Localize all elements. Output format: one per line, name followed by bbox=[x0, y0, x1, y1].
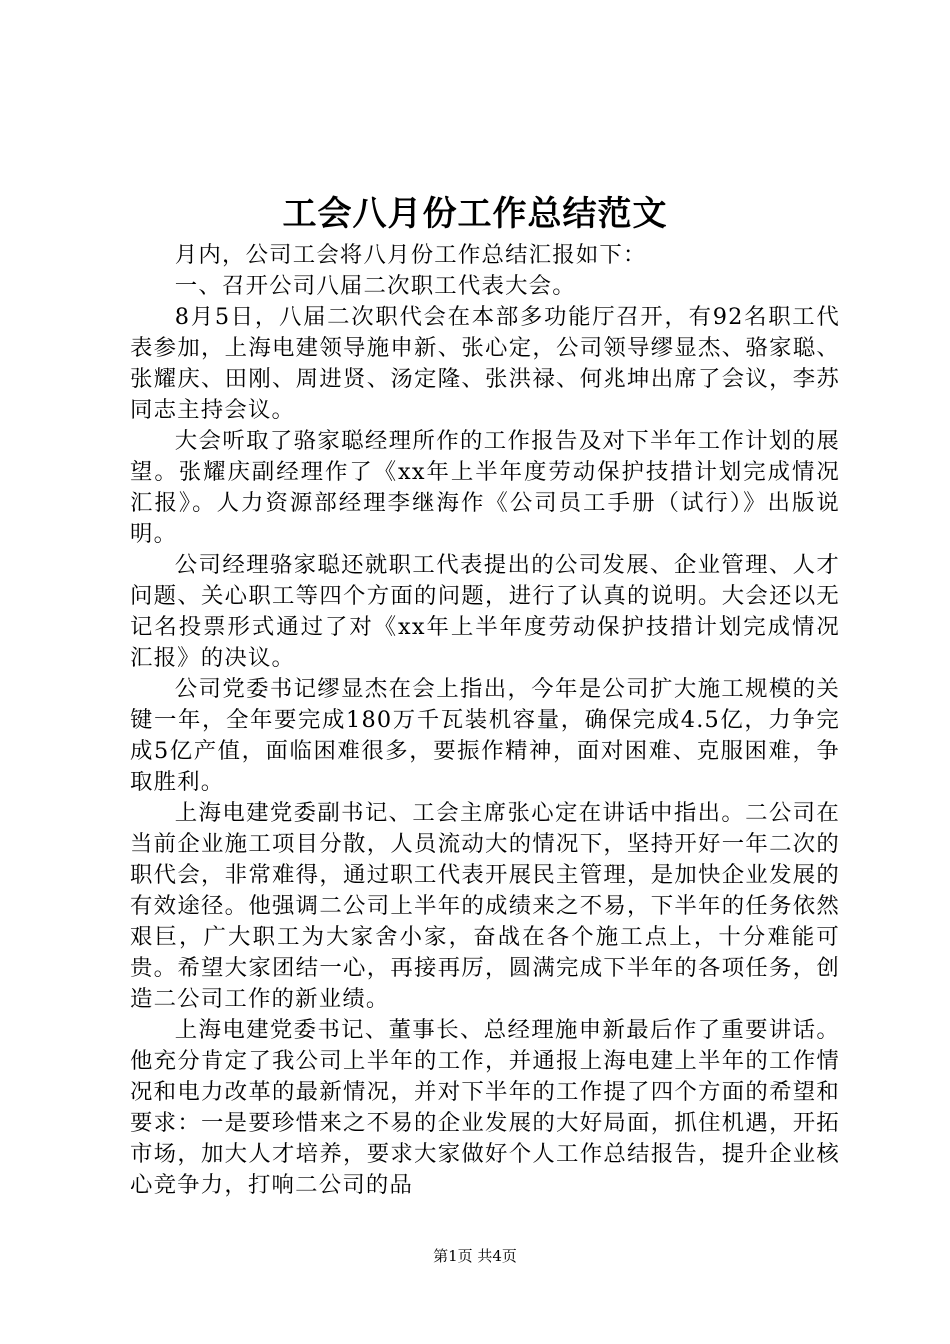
paragraph: 上海电建党委书记、董事长、总经理施申新最后作了重要讲话。他充分肯定了我公司上半年的工作，并通报上海电建上半年的工作情况和电力改革的最新情况，并对下半年的工作提了四个方面的希望和要求：一是要珍惜来之不易的企业发展的大好局面，抓住机遇，开拓市场，加大人才培养，要求大家做好个人工作总结报告，提升企业核心竞争力，打响二公司的品 bbox=[130, 1017, 840, 1198]
paragraph: 上海电建党委副书记、工会主席张心定在讲话中指出。二公司在当前企业施工项目分散，人员流动大的情况下，坚持开好一年二次的职代会，非常难得，通过职工代表开展民主管理，是加快企业发展的有效途径。他强调二公司上半年的成绩来之不易，下半年的任务依然艰巨，广大职工为大家舍小家，奋战在各个施工点上，十分难能可贵。希望大家团结一心，再接再厉，圆满完成下半年的各项任务，创造二公司工作的新业绩。 bbox=[130, 800, 840, 1012]
paragraph: 8月5日，八届二次职代会在本部多功能厅召开，有92名职工代表参加，上海电建领导施申新、张心定，公司领导缪显杰、骆家聪、张耀庆、田刚、周进贤、汤定隆、张洪禄、何兆坤出席了会议，李苏同志主持会议。 bbox=[130, 304, 840, 423]
paragraph: 公司党委书记缪显杰在会上指出，今年是公司扩大施工规模的关键一年，全年要完成180万千瓦装机容量，确保完成4.5亿，力争完成5亿产值，面临困难很多，要振作精神，面对困难、克服困难，争取胜利。 bbox=[130, 676, 840, 795]
page-footer: 第1页 共4页 bbox=[433, 1247, 517, 1265]
document-body bbox=[130, 240, 840, 1201]
paragraph-intro: 月内，公司工会将八月份工作总结汇报如下： bbox=[174, 242, 647, 268]
paragraph: 大会听取了骆家聪经理所作的工作报告及对下半年工作计划的展望。张耀庆副经理作了《xx年上半年度劳动保护技措计划完成情况汇报》。人力资源部经理李继海作《公司员工手册（试行）》出版说明。 bbox=[130, 428, 840, 547]
section-heading-1: 一、召开公司八届二次职工代表大会。 bbox=[174, 273, 576, 299]
paragraph: 公司经理骆家聪还就职工代表提出的公司发展、企业管理、人才问题、关心职工等四个方面的问题，进行了认真的说明。大会还以无记名投票形式通过了对《xx年上半年度劳动保护技措计划完成情况汇报》的决议。 bbox=[130, 552, 840, 671]
document-title: 工会八月份工作总结范文 bbox=[282, 194, 668, 234]
